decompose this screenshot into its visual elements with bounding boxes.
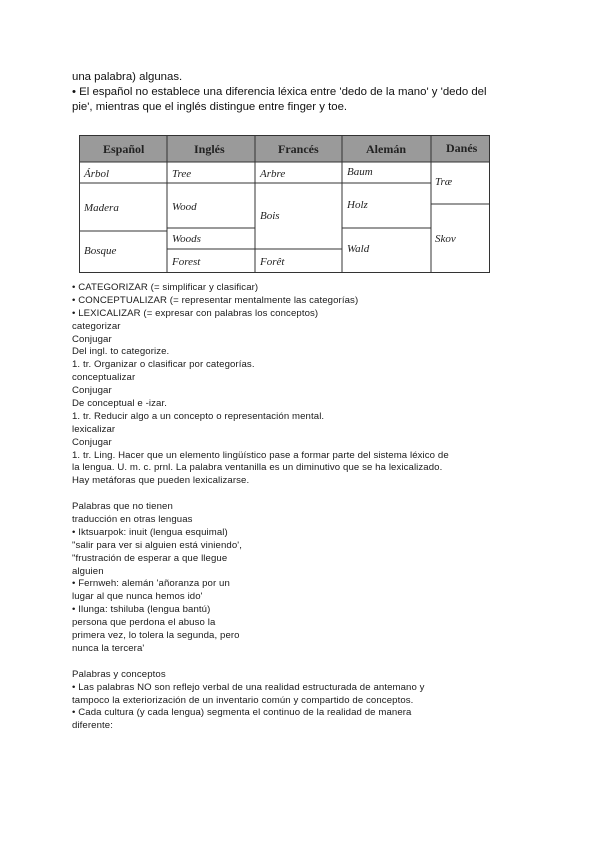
cell-es-bosque: Bosque (84, 245, 117, 257)
definition-line: lexicalizar (72, 423, 116, 435)
definition-line: conceptualizar (72, 372, 136, 384)
cell-en-wood: Wood (172, 201, 197, 213)
cell-es-madera: Madera (84, 202, 119, 214)
untranslatable-line: persona que perdona el abuso la (72, 617, 216, 629)
intro-line: pie', mientras que el inglés distingue entre finger y toe. (72, 101, 348, 113)
untranslatable-line: • Ilunga: tshiluba (lengua bantú) (72, 604, 211, 616)
cell-es-arbol: Árbol (84, 168, 110, 180)
untranslatable-line: "frustración de esperar a que llegue (72, 552, 228, 564)
definition-line: Hay metáforas que pueden lexicalizarse. (72, 475, 250, 487)
concepts-line: • Las palabras NO son reflejo verbal de una realidad estructurada de antemano y (72, 681, 425, 693)
header-espanol: Español (103, 142, 145, 156)
definition-line: • CATEGORIZAR (= simplificar y clasificar) (72, 282, 259, 293)
definition-line: categorizar (72, 320, 121, 332)
cell-de-baum: Baum (347, 166, 373, 178)
cell-fr-arbre: Arbre (260, 168, 286, 180)
definition-line: la lengua. U. m. c. prnl. La palabra ventanilla es un diminutivo que se ha lexicalizado. (72, 462, 443, 474)
definition-line: 1. tr. Ling. Hacer que un elemento lingüístico pase a formar parte del sistema léxico de (72, 449, 449, 461)
untranslatable-line: Palabras que no tienen (72, 501, 173, 513)
definition-line: De conceptual e -izar. (72, 398, 167, 410)
untranslatable-line: primera vez, lo tolera la segunda, pero (72, 630, 240, 642)
definitions-block (72, 282, 472, 733)
concepts-line: tampoco la exteriorización de un inventario común y compartido de conceptos. (72, 694, 414, 706)
definition-line: Conjugar (72, 436, 112, 448)
definition-line: Del ingl. to categorize. (72, 346, 170, 358)
definition-line: • LEXICALIZAR (= expresar con palabras los conceptos) (72, 307, 319, 319)
cell-de-holz: Holz (347, 199, 368, 211)
cell-da-skov: Skov (435, 233, 456, 245)
untranslatable-line: • Iktsuarpok: inuit (lengua esquimal) (72, 526, 228, 538)
untranslatable-line: • Fernweh: alemán 'añoranza por un (72, 578, 230, 590)
intro-line: • El español no establece una diferencia léxica entre 'dedo de la mano' y 'dedo del (72, 86, 487, 98)
cell-de-wald: Wald (347, 243, 370, 255)
untranslatable-line: alguien (72, 565, 104, 577)
definition-line: • CONCEPTUALIZAR (= representar mentalmente las categorías) (72, 294, 359, 306)
intro-paragraph (72, 70, 512, 115)
header-aleman: Alemán (366, 142, 406, 156)
definition-line: 1. tr. Organizar o clasificar por categorías. (72, 359, 255, 371)
definition-line: Conjugar (72, 385, 112, 397)
cell-fr-bois: Bois (260, 210, 280, 222)
header-danes: Danés (446, 141, 478, 155)
cell-en-woods: Woods (172, 233, 201, 245)
header-frances: Francés (278, 142, 319, 156)
lexical-comparison-table (79, 135, 490, 273)
untranslatable-line: nunca la tercera' (72, 642, 145, 654)
concepts-line: diferente: (72, 720, 114, 732)
untranslatable-line: lugar al que nunca hemos ido' (72, 591, 203, 603)
cell-da-trae: Træ (435, 176, 453, 188)
header-ingles: Inglés (194, 142, 225, 156)
untranslatable-line: traducción en otras lenguas (72, 514, 193, 526)
cell-en-tree: Tree (172, 168, 192, 180)
cell-en-forest: Forest (172, 256, 201, 268)
concepts-line: • Cada cultura (y cada lengua) segmenta el continuo de la realidad de manera (72, 707, 412, 719)
definition-line: Conjugar (72, 333, 112, 345)
concepts-line: Palabras y conceptos (72, 668, 166, 680)
definition-line: 1. tr. Reducir algo a un concepto o representación mental. (72, 410, 325, 422)
cell-fr-foret: Forêt (260, 256, 285, 268)
untranslatable-line: "salir para ver si alguien está viniendo', (72, 539, 242, 551)
intro-line: una palabra) algunas. (72, 71, 183, 83)
